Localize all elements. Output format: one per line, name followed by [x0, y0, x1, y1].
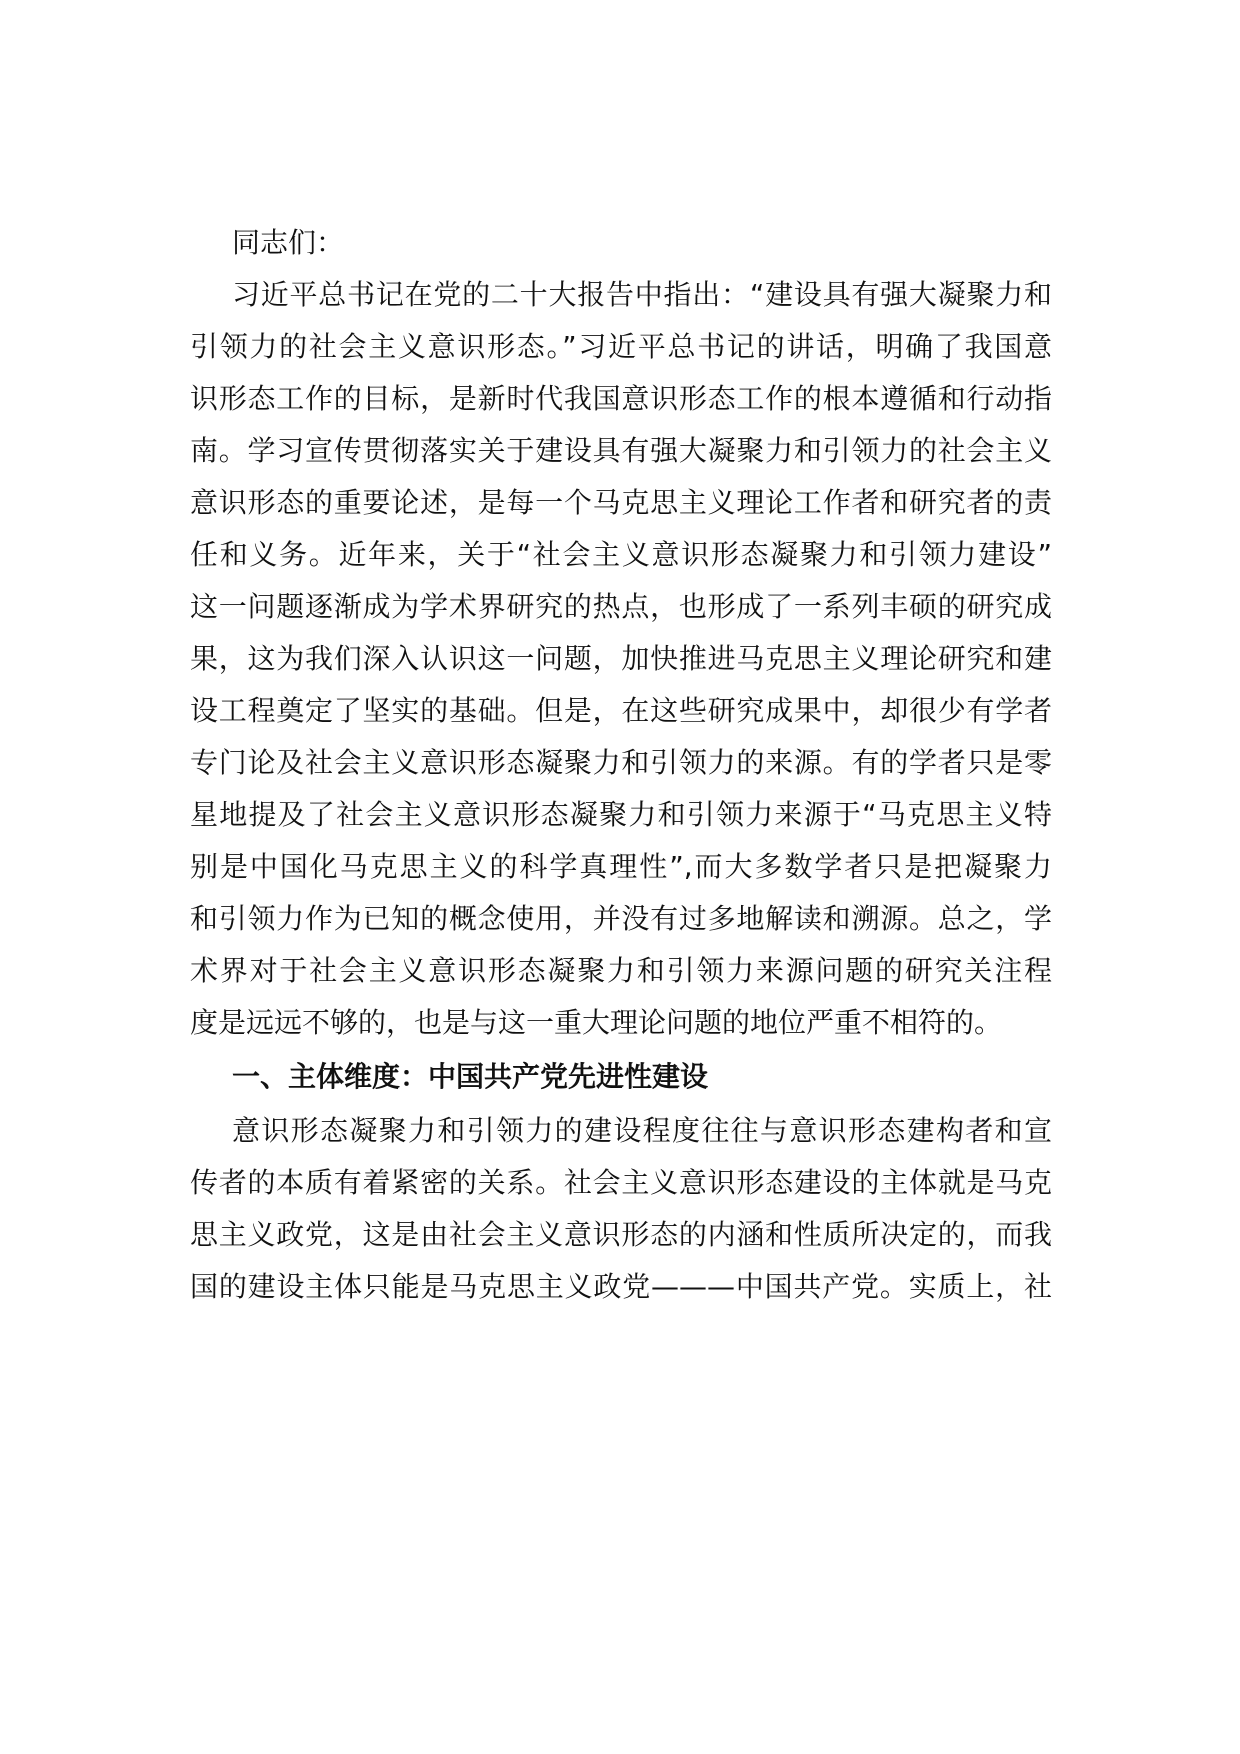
paragraph-line: 识形态工作的目标，是新时代我国意识形态工作的根本遵循和行动指: [190, 382, 1052, 415]
paragraph-line: 设工程奠定了坚实的基础。但是，在这些研究成果中，却很少有学者: [190, 694, 1052, 727]
paragraph-line: 果，这为我们深入认识这一问题，加快推进马克思主义理论研究和建: [190, 642, 1052, 675]
paragraph-line: 度是远远不够的，也是与这一重大理论问题的地位严重不相符的。: [190, 1006, 1003, 1039]
paragraph-line: 传者的本质有着紧密的关系。社会主义意识形态建设的主体就是马克: [190, 1166, 1052, 1199]
paragraph-line: 专门论及社会主义意识形态凝聚力和引领力的来源。有的学者只是零: [190, 746, 1052, 779]
paragraph-line: 任和义务。近年来，关于“社会主义意识形态凝聚力和引领力建设”: [190, 538, 1052, 571]
paragraph-line: 思主义政党，这是由社会主义意识形态的内涵和性质所决定的，而我: [190, 1218, 1052, 1251]
paragraph-line: 别是中国化马克思主义的科学真理性”,而大多数学者只是把凝聚力: [190, 850, 1052, 883]
salutation: 同志们：: [232, 226, 345, 259]
paragraph-line: 引领力的社会主义意识形态。”习近平总书记的讲话，明确了我国意: [190, 330, 1052, 363]
paragraph-line: 这一问题逐渐成为学术界研究的热点，也形成了一系列丰硕的研究成: [190, 590, 1052, 623]
paragraph-line: 星地提及了社会主义意识形态凝聚力和引领力来源于“马克思主义特: [190, 798, 1052, 831]
paragraph-line: 和引领力作为已知的概念使用，并没有过多地解读和溯源。总之，学: [190, 902, 1052, 935]
paragraph-line: 南。学习宣传贯彻落实关于建设具有强大凝聚力和引领力的社会主义: [190, 434, 1052, 467]
paragraph-line: 意识形态的重要论述，是每一个马克思主义理论工作者和研究者的责: [190, 486, 1052, 519]
paragraph-line: 习近平总书记在党的二十大报告中指出：“建设具有强大凝聚力和: [232, 278, 1052, 311]
paragraph-line: 术界对于社会主义意识形态凝聚力和引领力来源问题的研究关注程: [190, 954, 1052, 987]
section-heading: 一、主体维度：中国共产党先进性建设: [232, 1060, 709, 1093]
paragraph-line: 国的建设主体只能是马克思主义政党———中国共产党。实质上，社: [190, 1270, 1052, 1303]
paragraph-line: 意识形态凝聚力和引领力的建设程度往往与意识形态建构者和宣: [232, 1114, 1052, 1147]
